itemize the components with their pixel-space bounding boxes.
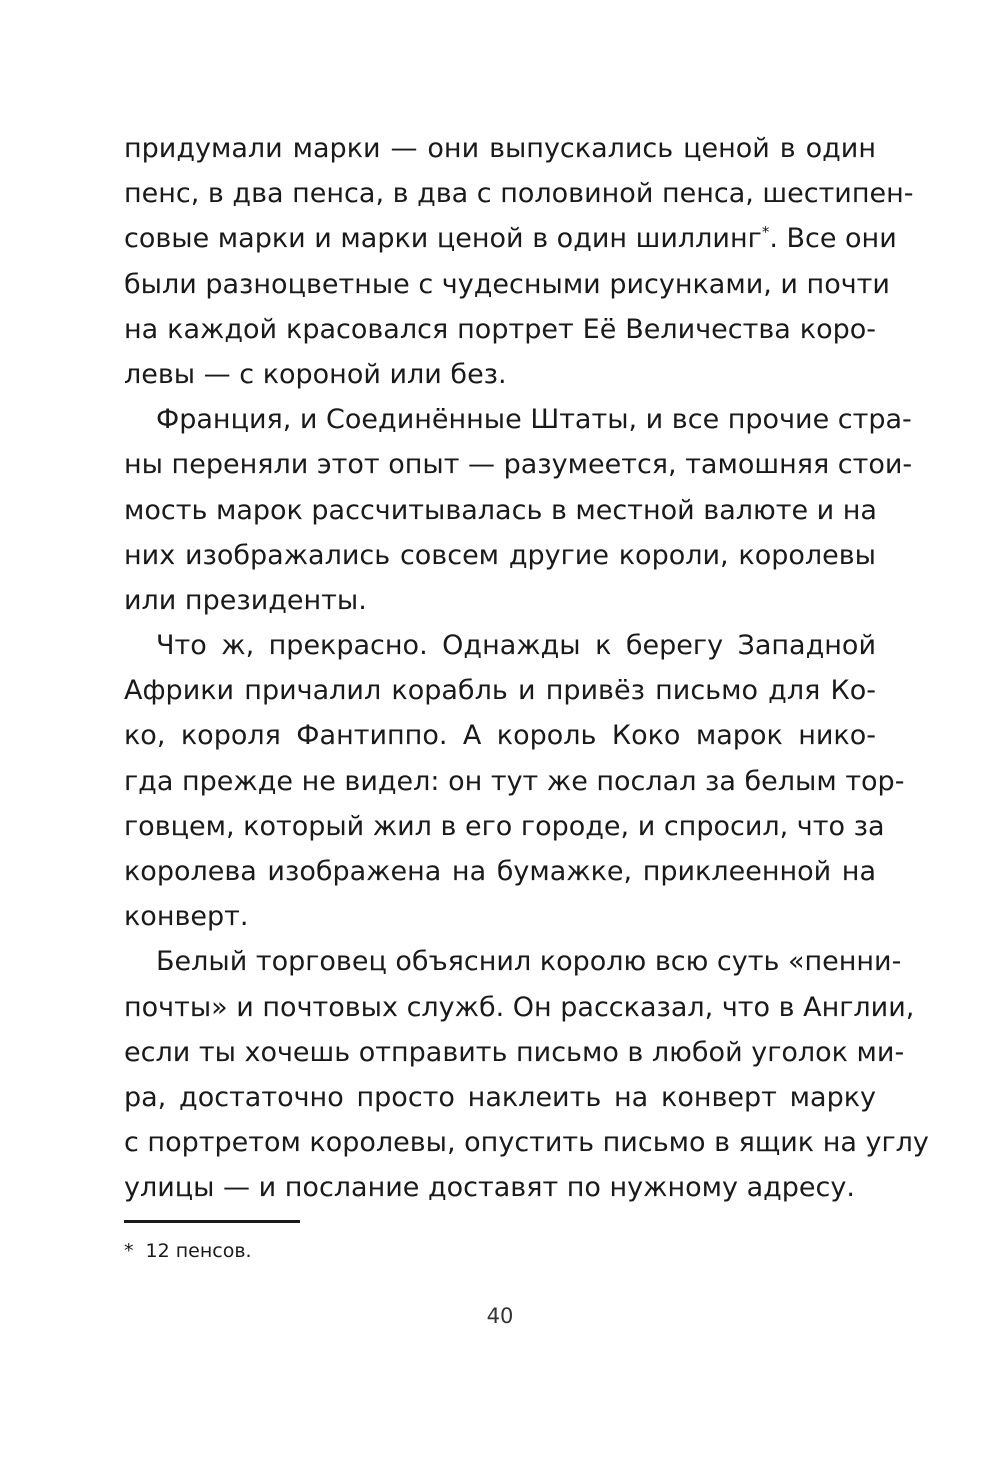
text-line <box>124 985 915 1030</box>
text-line <box>124 488 876 533</box>
text-line <box>124 307 876 352</box>
footnote-mark: * <box>124 1240 134 1262</box>
text-line <box>124 804 885 849</box>
text-line-content: говцем, который жил в его городе, и спросил, что за <box>124 810 885 842</box>
text-line <box>124 1030 905 1075</box>
text-line-content: конверт. <box>124 901 249 933</box>
text-line-content: совые марки и марки ценой в один шиллинг <box>124 223 762 255</box>
text-line-content: или президенты. <box>124 584 367 616</box>
text-line-continuation: . Все они <box>769 223 897 255</box>
text-line-content: улицы — и послание доставят по нужному адресу. <box>124 1172 855 1204</box>
text-line-content: королева изображена на бумажке, приклеенной на <box>124 856 876 887</box>
text-line <box>124 1165 876 1210</box>
text-line <box>124 578 876 623</box>
text-line-content: пенс, в два пенса, в два с половиной пенса, шестипен- <box>124 178 914 210</box>
text-line-content: придумали марки — они выпускались ценой в один <box>124 133 876 164</box>
text-line-content: мость марок рассчитывалась в местной валюте и на <box>124 494 877 526</box>
text-line-content: Что ж, прекрасно. Однажды к берегу Западной <box>156 630 876 662</box>
text-line <box>124 849 876 894</box>
text-line-content: левы — с короной или без. <box>124 358 507 390</box>
text-line-content: с портретом королевы, опустить письмо в ящик на углу <box>124 1127 929 1159</box>
text-line <box>124 216 897 261</box>
text-line <box>124 623 876 668</box>
text-line <box>124 533 876 578</box>
text-line-content: Белый торговец объяснил королю всю суть «пенни- <box>156 946 902 978</box>
text-line-content: если ты хочешь отправить письмо в любой уголок ми- <box>124 1036 905 1068</box>
text-line <box>124 894 876 939</box>
text-line <box>124 939 902 984</box>
text-line-content: почты» и почтовых служб. Он рассказал, что в Англии, <box>124 991 915 1023</box>
text-line-content: были разноцветные с чудесными рисунками, и почти <box>124 268 890 300</box>
text-line <box>124 352 876 397</box>
text-line-content: Африки причалил корабль и привёз письмо для Ко- <box>124 675 876 707</box>
footnote <box>124 1238 252 1264</box>
text-line <box>124 1075 876 1120</box>
page-number: 40 <box>486 1304 514 1328</box>
text-line <box>124 1120 929 1165</box>
text-line-content: ра, достаточно просто наклеить на конверт марку <box>124 1081 876 1113</box>
text-line-content: ны переняли этот опыт — разумеется, тамошняя стои- <box>124 449 913 481</box>
footnote-text: 12 пенсов. <box>145 1240 252 1262</box>
text-line <box>124 171 914 216</box>
text-line <box>124 126 876 171</box>
footnote-divider <box>124 1220 300 1223</box>
text-line-content: ко, короля Фантиппо. А король Коко марок нико- <box>124 720 876 752</box>
text-line <box>124 668 876 713</box>
footnote-reference: * <box>761 223 770 242</box>
text-line-content: гда прежде не видел: он тут же послал за белым тор- <box>124 765 905 797</box>
text-line <box>124 262 890 307</box>
text-line-content: на каждой красовался портрет Её Величества коро- <box>124 313 876 345</box>
text-line <box>124 442 913 487</box>
text-line <box>124 397 912 442</box>
text-line <box>124 759 905 804</box>
text-line-content: них изображались совсем другие короли, королевы <box>124 539 876 571</box>
body-text <box>124 126 929 1211</box>
text-line <box>124 713 876 758</box>
text-line-content: Франция, и Соединённые Штаты, и все прочие стра- <box>156 404 912 436</box>
